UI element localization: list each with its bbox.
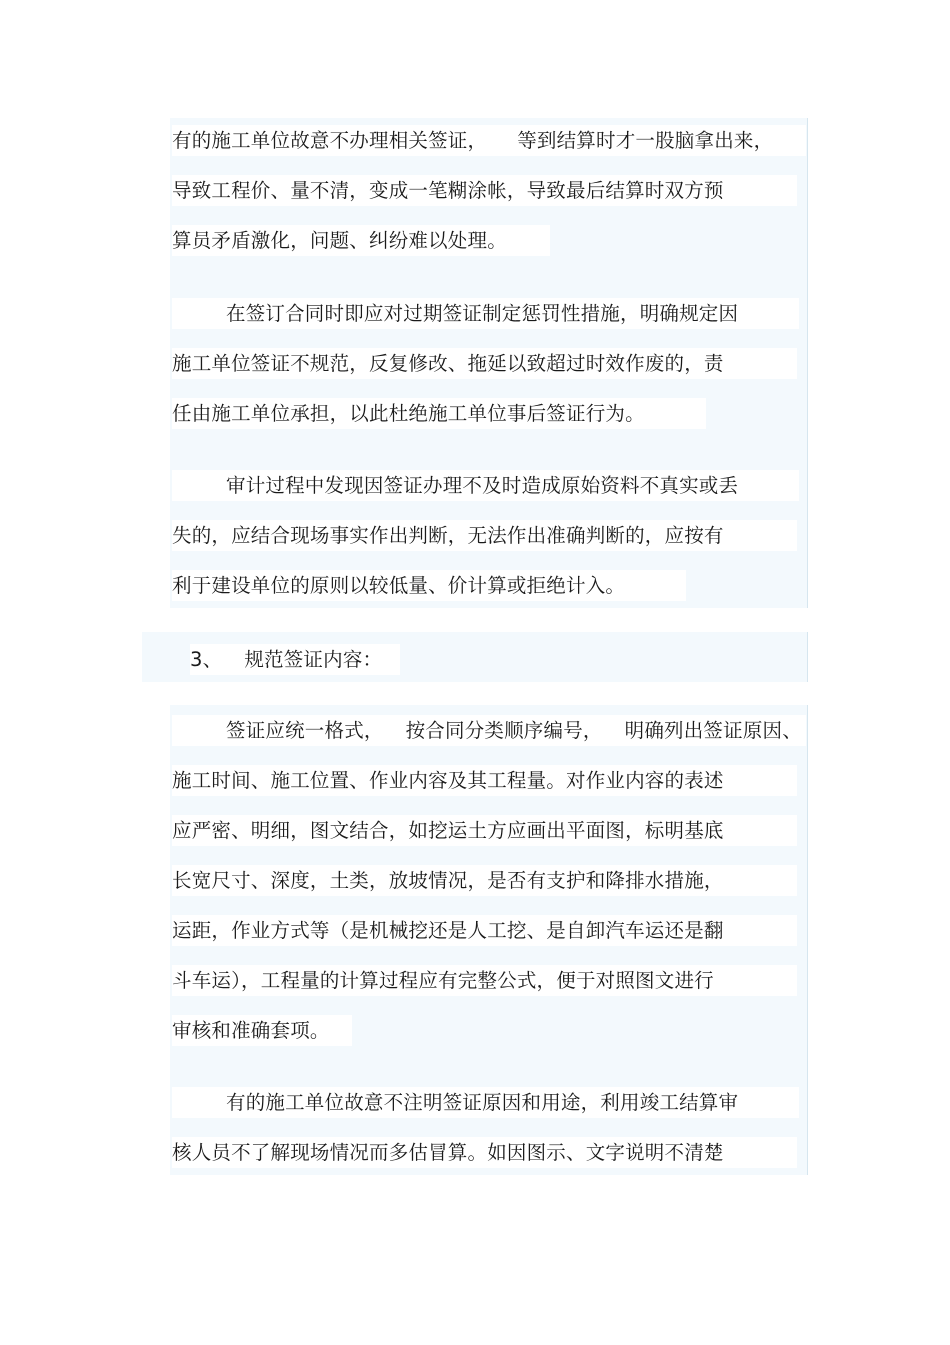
paragraph-2-line-2: 施工单位签证不规范，反复修改、拖延以致超过时效作废的，责 bbox=[172, 348, 797, 379]
paragraph-1-line-3: 算员矛盾激化，问题、纠纷难以处理。 bbox=[172, 225, 550, 256]
p1-line1-part-a: 有的施工单位故意不办理相关签证， bbox=[172, 129, 488, 152]
section-heading bbox=[190, 644, 400, 675]
paragraph-1-line-2: 导致工程价、量不清，变成一笔糊涂帐，导致最后结算时双方预 bbox=[172, 175, 797, 206]
paragraph-4-line-3: 应严密、明细，图文结合，如挖运土方应画出平面图，标明基底 bbox=[172, 815, 797, 846]
paragraph-4-line-2: 施工时间、施工位置、作业内容及其工程量。对作业内容的表述 bbox=[172, 765, 797, 796]
paragraph-4-line-1 bbox=[172, 715, 806, 746]
paragraph-3-line-1: 审计过程中发现因签证办理不及时造成原始资料不真实或丢 bbox=[172, 470, 799, 501]
p4-line1-part-b: 按合同分类顺序编号， bbox=[405, 719, 603, 742]
paragraph-1-line-1 bbox=[172, 125, 806, 156]
paragraph-4-line-7: 审核和准确套项。 bbox=[172, 1015, 352, 1046]
paragraph-5-line-2: 核人员不了解现场情况而多估冒算。如因图示、文字说明不清楚 bbox=[172, 1137, 797, 1168]
p4-line1-part-c: 明确列出签证原因、 bbox=[624, 719, 802, 742]
p4-line1-part-a: 签证应统一格式， bbox=[226, 719, 384, 742]
p1-line1-part-b: 等到结算时才一股脑拿出来， bbox=[517, 129, 774, 152]
paragraph-4-line-6: 斗车运），工程量的计算过程应有完整公式，便于对照图文进行 bbox=[172, 965, 797, 996]
paragraph-2-line-3: 任由施工单位承担，以此杜绝施工单位事后签证行为。 bbox=[172, 398, 706, 429]
section-number: 3、 bbox=[190, 648, 223, 671]
section-title: 规范签证内容： bbox=[244, 648, 383, 671]
paragraph-3-line-2: 失的，应结合现场事实作出判断，无法作出准确判断的，应按有 bbox=[172, 520, 797, 551]
paragraph-4-line-5: 运距，作业方式等（是机械挖还是人工挖、是自卸汽车运还是翻 bbox=[172, 915, 797, 946]
paragraph-5-line-1: 有的施工单位故意不注明签证原因和用途，利用竣工结算审 bbox=[172, 1087, 799, 1118]
paragraph-3-line-3: 利于建设单位的原则以较低量、价计算或拒绝计入。 bbox=[172, 570, 686, 601]
paragraph-2-line-1: 在签订合同时即应对过期签证制定惩罚性措施，明确规定因 bbox=[172, 298, 799, 329]
paragraph-4-line-4: 长宽尺寸、深度，土类，放坡情况，是否有支护和降排水措施， bbox=[172, 865, 797, 896]
